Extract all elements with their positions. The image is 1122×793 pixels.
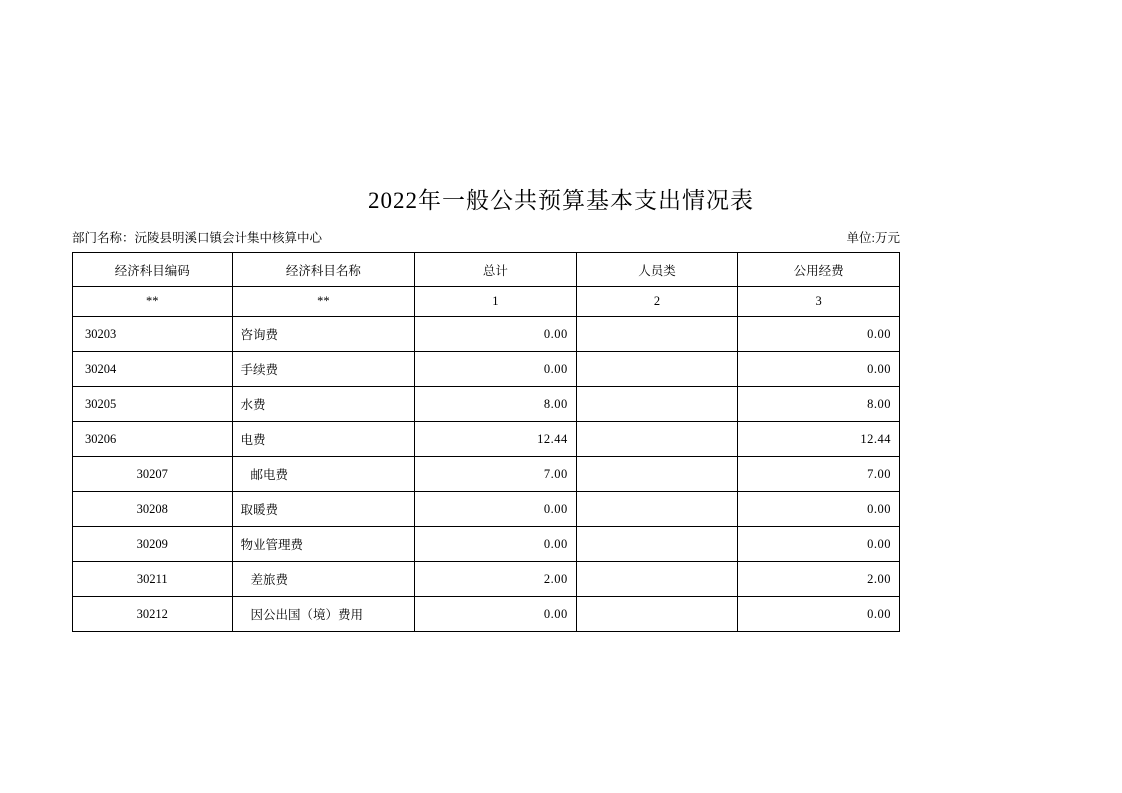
cell-person <box>576 562 738 597</box>
cell-name: 水费 <box>232 387 415 422</box>
cell-code: 30207 <box>73 457 233 492</box>
cell-name: 取暖费 <box>232 492 415 527</box>
cell-total: 0.00 <box>415 527 577 562</box>
cell-code: 30211 <box>73 562 233 597</box>
cell-public: 0.00 <box>738 527 900 562</box>
cell-public: 8.00 <box>738 387 900 422</box>
cell-person <box>576 317 738 352</box>
cell-public: 7.00 <box>738 457 900 492</box>
cell-name: 因公出国（境）费用 <box>232 597 415 632</box>
cell-person <box>576 492 738 527</box>
cell-code: 30209 <box>73 527 233 562</box>
cell-person <box>576 597 738 632</box>
cell-total: 8.00 <box>415 387 577 422</box>
page-title: 2022年一般公共预算基本支出情况表 <box>368 188 754 213</box>
column-header-total: 总计 <box>415 253 577 287</box>
cell-code: 30212 <box>73 597 233 632</box>
cell-public: 0.00 <box>738 492 900 527</box>
cell-total: 12.44 <box>415 422 577 457</box>
table-row <box>73 352 900 387</box>
cell-total: 2.00 <box>415 562 577 597</box>
table-row <box>73 387 900 422</box>
table-row <box>73 562 900 597</box>
cell-name: 电费 <box>232 422 415 457</box>
cell-person <box>576 457 738 492</box>
index-cell-code: ** <box>73 287 233 317</box>
cell-name: 邮电费 <box>232 457 415 492</box>
column-header-name: 经济科目名称 <box>232 253 415 287</box>
table-row <box>73 457 900 492</box>
unit-label: 单位:万元 <box>846 231 900 245</box>
table-row <box>73 527 900 562</box>
cell-total: 0.00 <box>415 597 577 632</box>
cell-total: 7.00 <box>415 457 577 492</box>
cell-code: 30203 <box>73 317 233 352</box>
index-cell-name: ** <box>232 287 415 317</box>
cell-person <box>576 527 738 562</box>
index-cell-public: 3 <box>738 287 900 317</box>
cell-code: 30208 <box>73 492 233 527</box>
table-row <box>73 422 900 457</box>
cell-total: 0.00 <box>415 352 577 387</box>
column-header-person: 人员类 <box>576 253 738 287</box>
department-name-label: 部门名称：沅陵县明溪口镇会计集中核算中心 <box>72 231 323 245</box>
table-index-row <box>73 287 900 317</box>
cell-code: 30205 <box>73 387 233 422</box>
budget-table <box>72 252 900 632</box>
meta-row <box>72 228 900 246</box>
table-header-row <box>73 253 900 287</box>
cell-code: 30206 <box>73 422 233 457</box>
table-row <box>73 597 900 632</box>
cell-total: 0.00 <box>415 492 577 527</box>
cell-public: 0.00 <box>738 597 900 632</box>
cell-name: 差旅费 <box>232 562 415 597</box>
cell-total: 0.00 <box>415 317 577 352</box>
cell-public: 0.00 <box>738 317 900 352</box>
cell-public: 12.44 <box>738 422 900 457</box>
column-header-code: 经济科目编码 <box>73 253 233 287</box>
cell-name: 手续费 <box>232 352 415 387</box>
index-cell-total: 1 <box>415 287 577 317</box>
column-header-public: 公用经费 <box>738 253 900 287</box>
index-cell-person: 2 <box>576 287 738 317</box>
cell-public: 0.00 <box>738 352 900 387</box>
cell-person <box>576 352 738 387</box>
cell-person <box>576 387 738 422</box>
cell-name: 咨询费 <box>232 317 415 352</box>
table-row <box>73 492 900 527</box>
cell-public: 2.00 <box>738 562 900 597</box>
cell-name: 物业管理费 <box>232 527 415 562</box>
cell-code: 30204 <box>73 352 233 387</box>
table-row <box>73 317 900 352</box>
cell-person <box>576 422 738 457</box>
